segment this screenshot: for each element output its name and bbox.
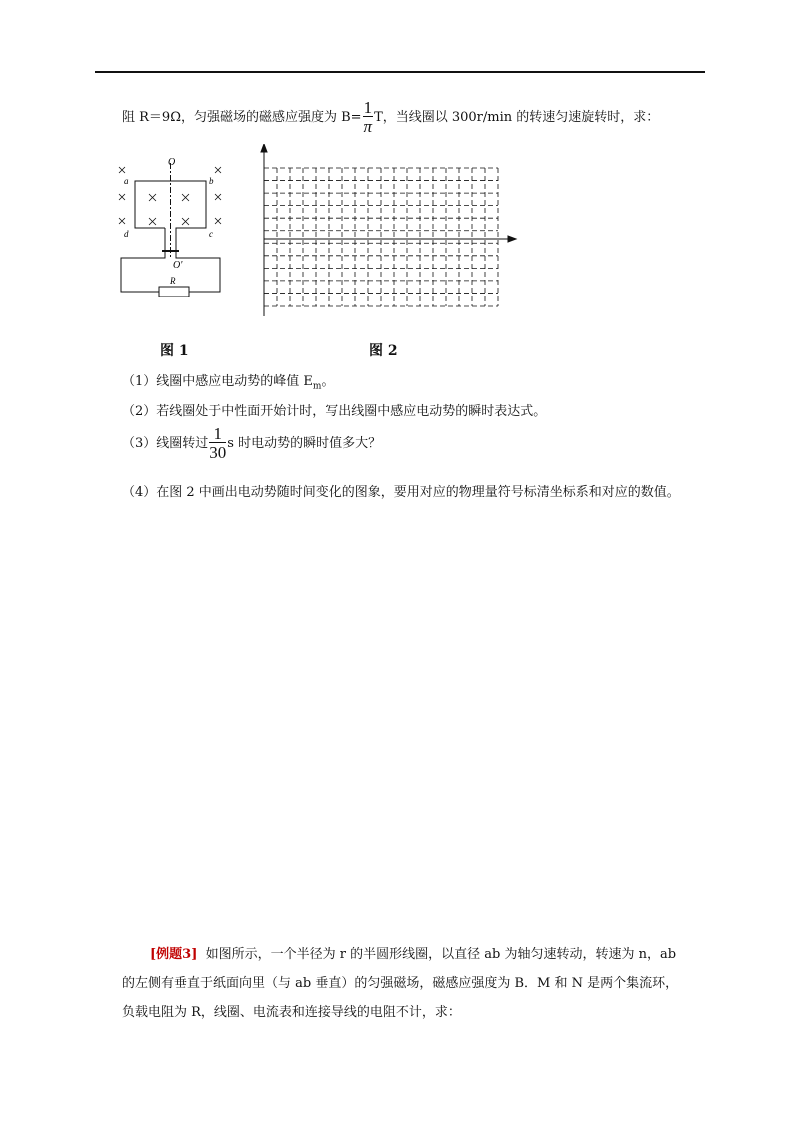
intro-text-1: 阻 R＝9Ω，匀强磁场的磁感应强度为 B= (122, 110, 362, 125)
question-4: （4）在图 2 中画出电动势随时间变化的图象，要用对应的物理量符号标清坐标系和对应的数值。 (122, 485, 680, 500)
label-b: b (209, 176, 214, 186)
fraction-denominator: π (363, 117, 373, 136)
example-3 (122, 940, 722, 1027)
example-3-line-2: 的左侧有垂直于纸面向里（与 ab 垂直）的匀强磁场，磁感应强度为 B．M 和 N 是两个集流环， (122, 976, 679, 991)
header-rule (95, 71, 705, 73)
fraction-1-over-30: $\frac{1}{30}$ (209, 424, 227, 462)
label-d: d (124, 229, 129, 239)
intro-text-2: T，当线圈以 300r/min 的转速匀速旋转时，求： (374, 110, 660, 125)
figure-1-coil-diagram (113, 155, 243, 297)
figure-2-caption: 图 2 (369, 343, 398, 359)
resistor-R (159, 287, 189, 297)
label-R: R (170, 276, 176, 286)
fraction-numerator: 1 (363, 98, 373, 117)
fraction-1-over-pi (363, 99, 374, 136)
question-1: （1）线圈中感应电动势的峰值 $E_m$。 (122, 374, 335, 392)
example-3-line-1: [例题3] 如图所示，一个半径为 r 的半圆形线圈，以直径 ab 为轴匀速转动，转速为 n，ab (150, 947, 677, 962)
label-O: O (168, 157, 176, 168)
label-O-prime: O' (173, 260, 183, 271)
figure-1-caption: 图 1 (160, 343, 189, 359)
problem-intro (122, 99, 659, 136)
question-3: （3）线圈转过 $\frac{1}{30}$ s 时电动势的瞬时值多大？ (122, 424, 382, 462)
dashed-grid (264, 168, 498, 306)
figure-2-graph-grid (258, 144, 518, 319)
label-c: c (209, 229, 213, 239)
horizontal-axis-arrow (508, 236, 516, 242)
example-3-label: [例题3] (150, 947, 198, 962)
question-2: （2）若线圈处于中性面开始计时，写出线圈中感应电动势的瞬时表达式。 (122, 404, 547, 419)
vertical-axis-arrow (261, 144, 267, 152)
label-a: a (124, 176, 129, 186)
example-3-line-3: 负载电阻为 R，线圈、电流表和连接导线的电阻不计，求： (122, 1005, 461, 1020)
